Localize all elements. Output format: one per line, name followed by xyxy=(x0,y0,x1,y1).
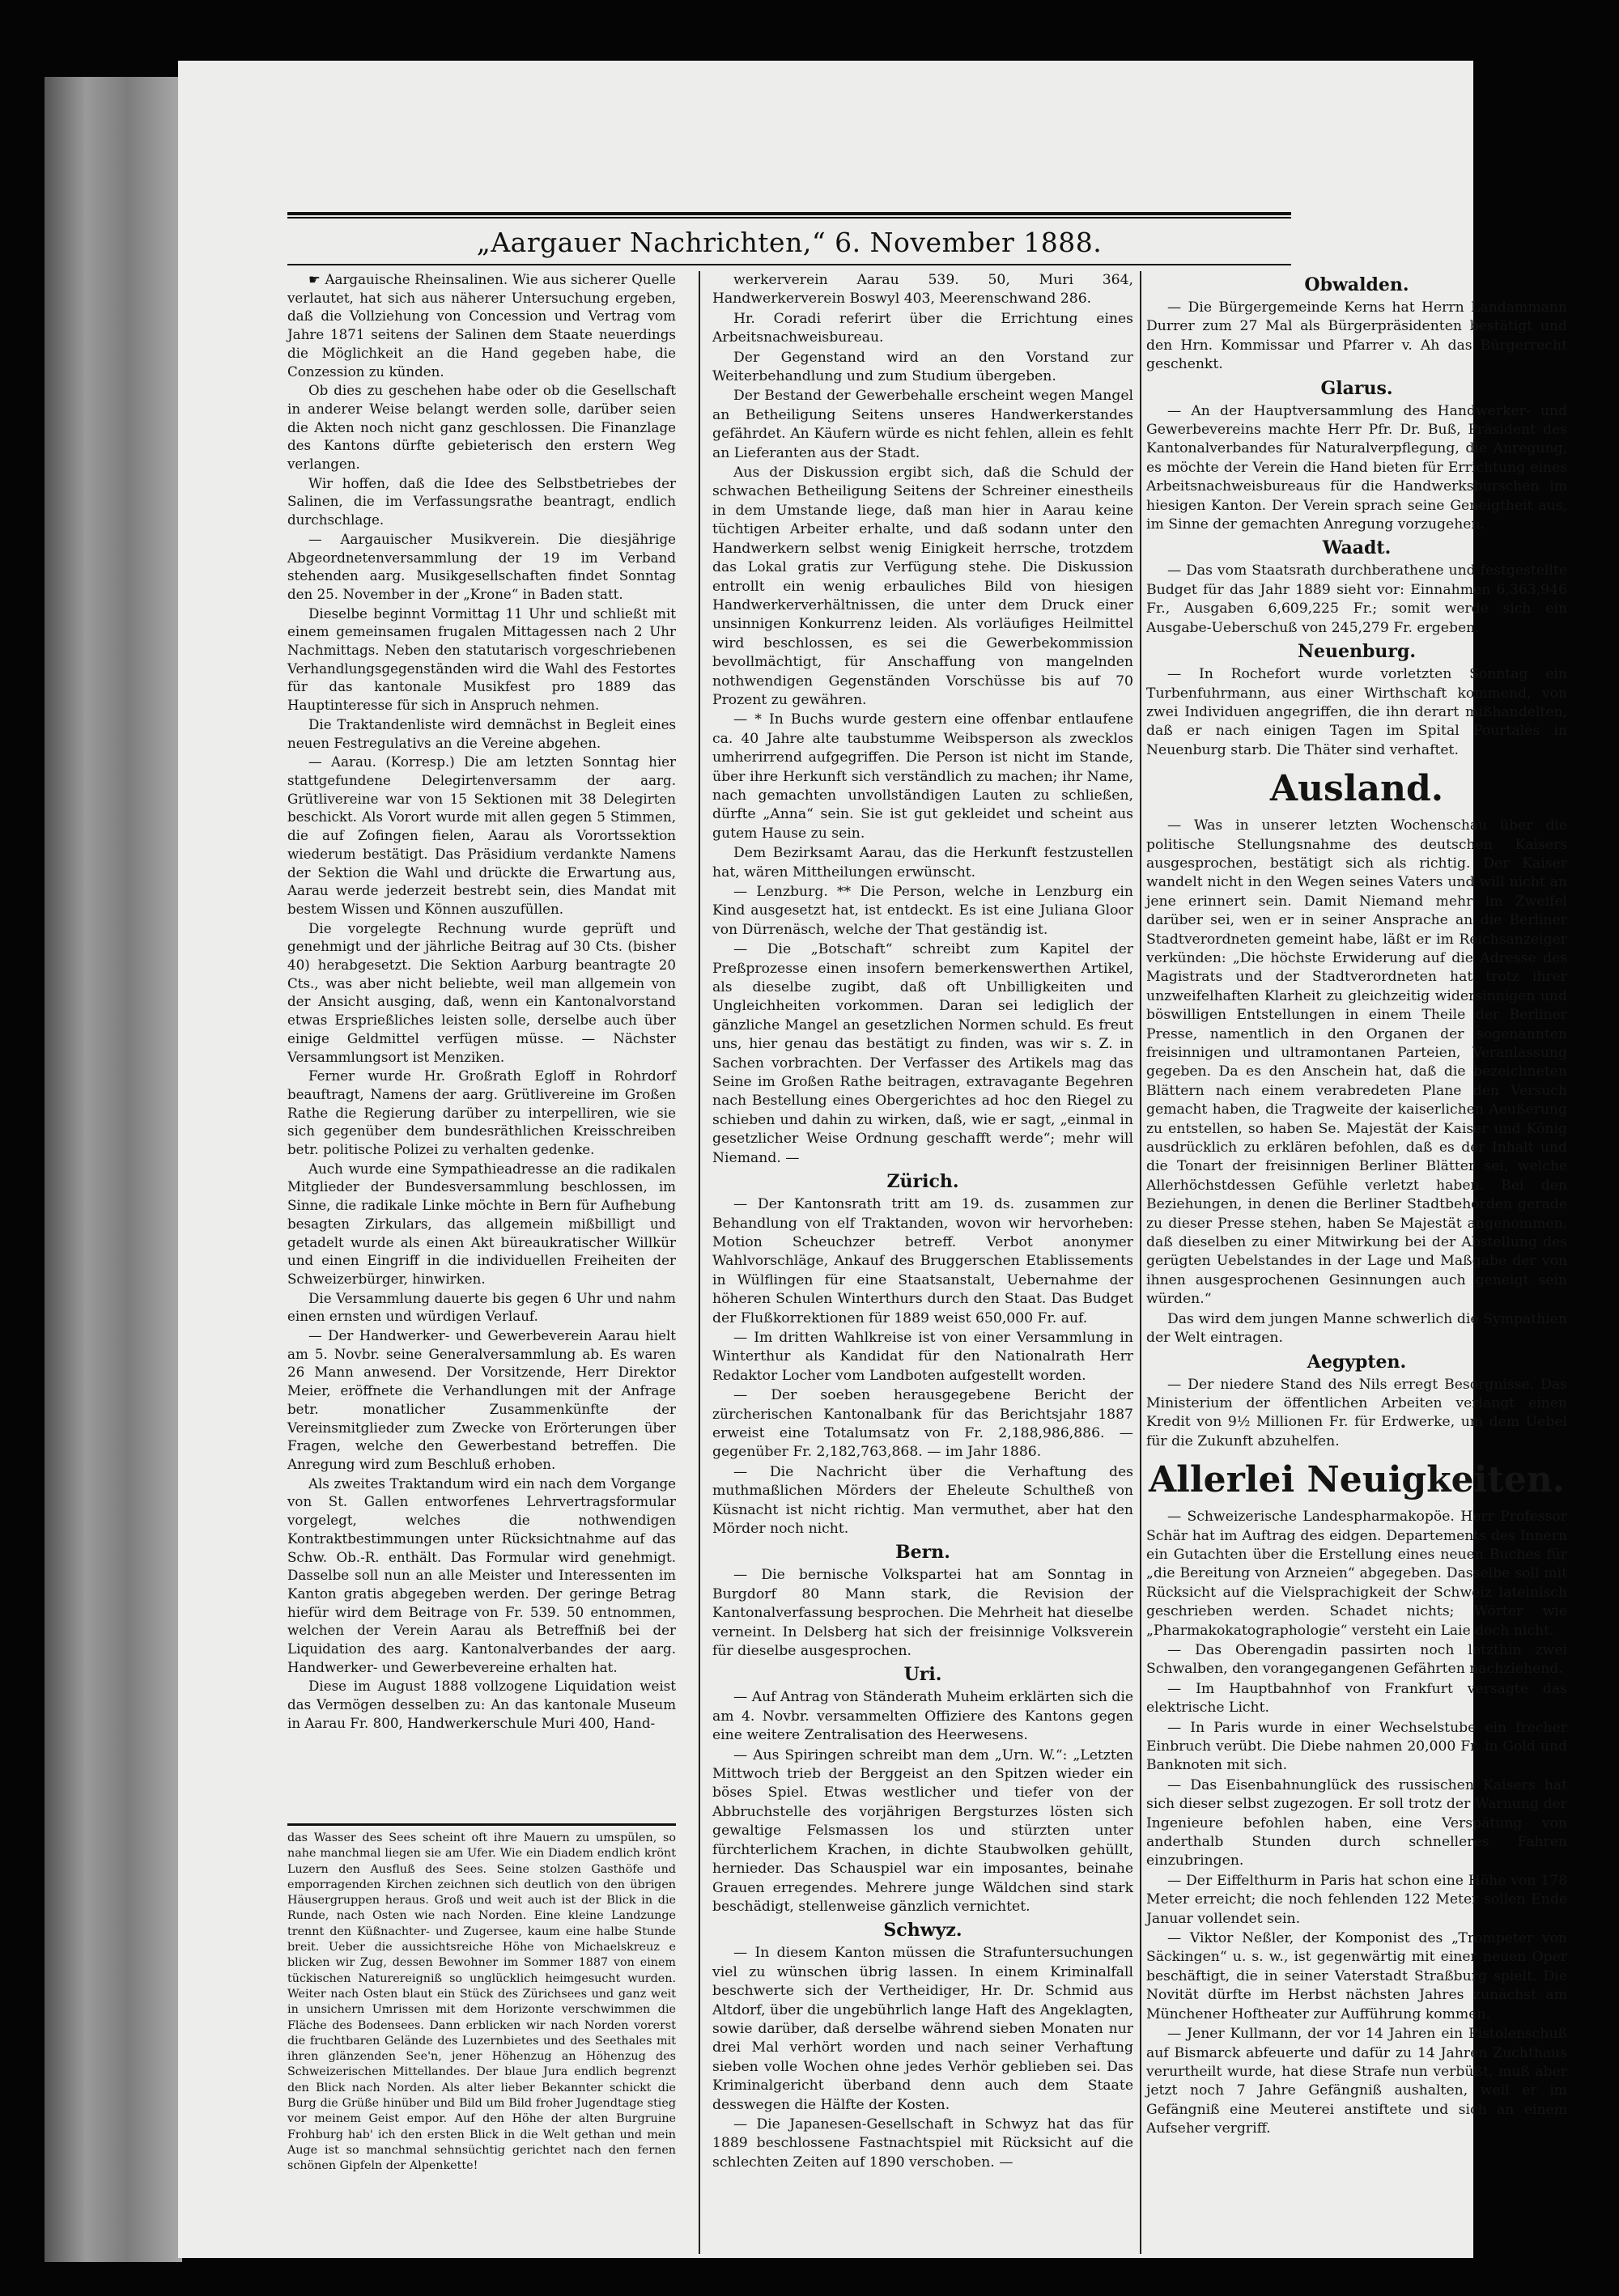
page-stack-edge xyxy=(45,77,182,2262)
article-paragraph: — Das Eisenbahnunglück des russischen Kaisers hat sich dieser selbst zugezogen. Er soll trotz der Warnung der Ingenieure befohlen haben, eine Verspätung von anderthalb Stunden durch schnelleres Fahren einzubringen. xyxy=(1146,1776,1567,1869)
article-paragraph: — Der Kantonsrath tritt am 19. ds. zusammen zur Behandlung von elf Traktanden, wovon wir hervorheben: Motion Scheuchzer betreff. Verbot anonymer Wahlvorschläge, Ankauf des Bruggerschen Etablissements in Wülflingen für eine Staatsanstalt, Uebernahme der höheren Schulen Winterthurs durch den Staat. Das Budget der Flußkorrektionen für 1889 weist 650,000 Fr. auf. xyxy=(712,1196,1133,1326)
article-paragraph: Der Gegenstand wird an den Vorstand zur Weiterbehandlung und zum Studium übergeben. xyxy=(712,349,1133,385)
article-paragraph: — Auf Antrag von Ständerath Muheim erklärten sich die am 4. Novbr. versammelten Offiziere des Kantons gegen eine weitere Zentralisation des Heerwesens. xyxy=(712,1689,1133,1744)
article-paragraph: Ferner wurde Hr. Großrath Egloff in Rohrdorf beauftragt, Namens der aarg. Grütlivereine im Großen Rathe die Regierung darüber zu interpelliren, wie sie sich gegenüber dem bundesräthlichen Kreisschreiben betr. politische Polizei zu verhalten gedenke. xyxy=(287,1068,676,1158)
article-paragraph: Die Versammlung dauerte bis gegen 6 Uhr und nahm einen ernsten und würdigen Verlauf. xyxy=(287,1290,676,1325)
article-paragraph: — Schweizerische Landespharmakopöe. Herr Professor Schär hat im Auftrag des eidgen. Departements des Innern ein Gutachten über die Erstellung eines neuen Buches für „die Bereitung von Arzneien“ abgegeben. Dasselbe soll mit Rücksicht auf die Vielsprachigkeit der Schweiz lateinisch geschrieben werden. Schadet nichts; Wörter wie „Pharmakokatographologie“ versteht ein Laie doch nicht. xyxy=(1146,1509,1567,1639)
section-heading: Aegypten. xyxy=(1307,1351,1407,1373)
article-paragraph: Diese im August 1888 vollzogene Liquidation weist das Vermögen desselben zu: An das kantonale Museum in Aarau Fr. 800, Handwerkerschule Muri 400, Hand- xyxy=(287,1678,676,1731)
section-heading: Neuenburg. xyxy=(1297,641,1417,663)
column-1 xyxy=(287,271,676,1734)
article-paragraph: — Die Japanesen-Gesellschaft in Schwyz hat das für 1889 beschlossene Fastnachtspiel mit Rücksicht auf die schlechten Zeiten auf 1890 verschoben. — xyxy=(712,2116,1133,2171)
section-heading: Zürich. xyxy=(886,1171,959,1193)
column-rule-2 xyxy=(1140,271,1141,2254)
article-paragraph: — Der soeben herausgegebene Bericht der zürcherischen Kantonalbank für das Berichtsjahr 1887 erweist eine Totalumsatz von Fr. 2,188,986,886. — gegenüber Fr. 2,182,763,868. — im Jahr 1886. xyxy=(712,1387,1133,1461)
article-paragraph: werkerverein Aarau 539. 50, Muri 364, Handwerkerverein Boswyl 403, Meerenschwand 286. xyxy=(712,272,1133,308)
article-paragraph: Dem Bezirksamt Aarau, das die Herkunft festzustellen hat, wären Mittheilungen erwünscht. xyxy=(712,845,1133,881)
feuilleton: das Wasser des Sees scheint oft ihre Mauern zu umspülen, so nahe manchmal liegen sie am Ufer. Wie ein Diadem endlich krönt Luzern den Ausfluß des Sees. Seine stolzen Gasthöfe und emporragenden Kirchen zeichnen sich deutlich von den übrigen Häusergruppen heraus. Groß und weit auch ist der Blick in die Runde, nach Osten wie nach Norden. Eine kleine Landzunge trennt den Küßnachter- und Zugersee, kaum eine halbe Stunde breit. Ueber die aussichtsreiche Höhe von Michaelskreuz e blicken wir Zug, dessen Bewohner im Sommer 1887 von einem tückischen Naturereigniß so unglücklich heimgesucht wurden. Weiter nach Osten blaut ein Stück des Zürichsees und ganz weit in unsichern Umrissen mit dem Horizonte verschwimmen die Fläche des Bodensees. Dann erblicken wir nach Norden vorerst die fruchtbaren Gelände des Luzernbietes und des Seethales mit ihren glänzenden See'n, jener Höhenzug an Höhenzug des Schweizerischen Mittellandes. Der blaue Jura endlich begrenzt den Blick nach Norden. Als alter lieber Bekannter schickt die Burg die Grüße hinüber und Bild um Bild froher Jugendtage stieg vor meinem Geist empor. Auf den Höhe der alten Burgruine Frohburg hab' ich den ersten Blick in die Welt gethan und mein Auge ist so manchmal sehnsüchtig gerichtet nach den fernen schönen Gipfeln der Alpenkette! xyxy=(287,1831,676,2173)
section-heading: Ausland. xyxy=(1269,768,1444,810)
article-paragraph: — Der Handwerker- und Gewerbeverein Aarau hielt am 5. Novbr. seine Generalversammlung ab. Es waren 26 Mann anwesend. Der Vorsitzende, Herr Direktor Meier, eröffnete die Verhandlungen mit der Anfrage betr. monatlicher Zusammenkünfte der Vereinsmitglieder zum Zwecke von Erörterungen über Fragen, welche den Gewerbestand betreffen. Die Anregung wird zum Beschluß erhoben. xyxy=(287,1328,676,1472)
article-paragraph: — Das Oberengadin passirten noch letzthin zwei Schwalben, den vorangegangenen Gefährten nachziehend. xyxy=(1146,1641,1567,1678)
article-paragraph: — Lenzburg. ** Die Person, welche in Lenzburg ein Kind ausgesetzt hat, ist entdeckt. Es ist eine Juliana Gloor von Dürrenäsch, welche der That geständig ist. xyxy=(712,884,1133,938)
header-bottom-rule xyxy=(287,264,1291,265)
article-paragraph: — An der Hauptversammlung des Handwerker- und Gewerbevereins machte Herr Pfr. Dr. Buß, Präsident des Kantonalverbandes für Naturalverpflegung, die Anregung, es möchte der Verein die Hand bieten für Errichtung eines Arbeitsnachweisbureaus für die Handwerksburschen im hiesigen Kanton. Der Verein sprach seine Geneigtheit aus, im Sinne der gemachten Anregung vorzugehen. xyxy=(1146,402,1567,533)
article-paragraph: Die vorgelegte Rechnung wurde geprüft und genehmigt und der jährliche Beitrag auf 30 Cts. (bisher 40) herabgesetzt. Die Sektion Aarburg beantragte 20 Cts., was aber nicht beliebte, weil man allgemein von der Ansicht ausging, daß, wenn ein Kantonalvorstand etwas Ersprießliches leisten solle, derselbe auch über einige Geldmittel verfügen müsse. — Nächster Versammlungsort ist Menziken. xyxy=(287,920,676,1065)
article-paragraph: Wir hoffen, daß die Idee des Selbstbetriebes der Salinen, die im Verfassungsrathe beantragt, endlich durchschlage. xyxy=(287,475,676,528)
article-paragraph: — Die „Botschaft“ schreibt zum Kapitel der Preßprozesse einen insofern bemerkenswerthen Artikel, als dieselbe zugibt, daß oft Unbilligkeiten und Ungleichheiten vorkommen. Daran sei lediglich der gänzliche Mangel an gesetzlichen Normen schuld. Es freut uns, hier genau das bestätigt zu finden, was wir s. Z. in Sachen vorbrachten. Der Verfasser des Artikels mag das Seine im Großen Rathe beitragen, extravagante Begehren nach Bestellung eines Obergerichtes ad hoc den Riegel zu schieben und dahin zu wirken, daß, wie er sagt, „einmal in gesetzlicher Weise Ordnung geschafft werde“; mehr will Niemand. — xyxy=(712,941,1133,1166)
section-heading: Allerlei Neuigkeiten. xyxy=(1149,1459,1565,1501)
article-paragraph: — Das vom Staatsrath durchberathene und festgestellte Budget für das Jahr 1889 sieht vor: Einnahmen 6,363,946 Fr., Ausgaben 6,609,225 Fr.; somit werde sich ein Ausgabe-Ueberschuß von 245,279 Fr. ergeben. xyxy=(1146,562,1567,636)
article-paragraph: — Die bernische Volkspartei hat am Sonntag in Burgdorf 80 Mann stark, die Revision der Kantonalverfassung besprochen. Die Mehrheit hat dieselbe verneint. In Delsberg hat sich der freisinnige Volksverein für dieselbe ausgesprochen. xyxy=(712,1567,1133,1660)
feuilleton-rule xyxy=(287,1823,676,1826)
article-paragraph: — Im dritten Wahlkreise ist von einer Versammlung in Winterthur als Kandidat für den Nationalrath Herr Redaktor Locher vom Landboten aufgestellt worden. xyxy=(712,1329,1133,1384)
article-paragraph: — Die Nachricht über die Verhaftung des muthmaßlichen Mörders der Eheleute Schultheß von Küsnacht ist nicht richtig. Man vermuthet, aber hat den Mörder noch nicht. xyxy=(712,1463,1133,1537)
article-paragraph: — In diesem Kanton müssen die Strafuntersuchungen viel zu wünschen übrig lassen. In einem Kriminalfall beschwerte sich der Vertheidiger, Hr. Dr. Schmid aus Altdorf, über die ungebührlich lange Haft des Angeklagten, sowie darüber, daß derselbe während sieben Monaten nur drei Mal verhört worden und nach seiner Verhaftung sieben volle Wochen ohne jedes Verhör geblieben sei. Das Kriminalgericht überband denn auch dem Staate desswegen die Hälfte der Kosten. xyxy=(712,1945,1133,2113)
section-heading: Waadt. xyxy=(1322,537,1392,559)
article-paragraph: — Jener Kullmann, der vor 14 Jahren ein Pistolenschuß auf Bismarck abfeuerte und dafür zu 14 Jahren Zuchthaus verurtheilt wurde, hat diese Strafe nun verbüßt, muß aber jetzt noch 7 Jahre Gefängniß aushalten, weil er im Gefängniß eine Meuterei anstiftete und sich an einem Aufseher vergriff. xyxy=(1146,2026,1567,2137)
article-paragraph: — Der niedere Stand des Nils erregt Besorgnisse. Das Ministerium der öffentlichen Arbeiten verlangt einen Kredit von 9½ Millionen Fr. für Erdwerke, um dem Uebel für die Zukunft abzuhelfen. xyxy=(1146,1376,1567,1449)
article-paragraph: Dieselbe beginnt Vormittag 11 Uhr und schließt mit einem gemeinsamen frugalen Mittagessen nach 2 Uhr Nachmittags. Neben den statutarisch vorgeschriebenen Verhandlungsgegenständen wird die Wahl des Festortes für das kantonale Musikfest pro 1889 das Hauptinteresse für sich in Anspruch nehmen. xyxy=(287,605,676,714)
section-heading: Glarus. xyxy=(1320,377,1393,399)
section-heading: Obwalden. xyxy=(1304,274,1409,295)
article-paragraph: — Was in unserer letzten Wochenschau über die politische Stellungsnahme des deutschen Kaisers ausgesprochen, bestätigt sich als richtig. Der Kaiser wandelt nicht in den Wegen seines Vaters und will nicht an jene erinnert sein. Damit Niemand mehr im Zweifel darüber sei, wen er in seiner Ansprache an die Berliner Stadtverordneten gemeint habe, läßt er im Reichsanzeiger verkünden: „Die höchste Erwiderung auf die Adresse des Magistrats und der Stadtverordneten hat trotz ihrer unzweifelhaften Klarheit zu gleichzeitig widersinnigen und böswilligen Entstellungen in einem Theile der Berliner Presse, namentlich in den Organen der sogenannten freisinnigen und ultramontanen Parteien, Veranlassung gegeben. Da es den Anschein hat, daß die bezeichneten Blättern nach einem verabredeten Plane den Versuch gemacht haben, die Tragweite der kaiserlichen Aeußerung zu entstellen, so haben Se. Majestät der Kaiser und König ausdrücklich zu erklären befohlen, daß es der Inhalt und die Tonart der freisinnigen Berliner Blätter sei, welche Allerhöchstdessen Gefühle verletzt haben. Bei den Beziehungen, in denen die Berliner Stadtbehörden gerade zu dieser Presse stehen, haben Se Majestät angenommen, daß dieselben zu einer Mitwirkung bei der Abstellung des gerügten Uebelstandes in der Lage und Maßgabe der von ihnen ausgesprochenen Gesinnungen auch geneigt sein würden.“ xyxy=(1146,817,1567,1308)
section-heading: Bern. xyxy=(895,1542,950,1564)
article-paragraph: ☛ Aargauische Rheinsalinen. Wie aus sicherer Quelle verlautet, hat sich aus näherer Untersuchung ergeben, daß die Vollziehung von Concession und Vertrag vom Jahre 1871 seitens der Salinen dem Staate neuerdings die Möglichkeit an die Hand gegeben habe, die Conzession zu künden. xyxy=(287,272,676,380)
header-top-rule-thin xyxy=(287,217,1291,219)
article-paragraph: Ob dies zu geschehen habe oder ob die Gesellschaft in anderer Weise belangt werden solle, darüber seien die Akten noch nicht ganz geschlossen. Die Finanzlage des Kantons dürfte gebieterisch den erstern Weg verlangen. xyxy=(287,383,676,473)
article-paragraph: Aus der Diskussion ergibt sich, daß die Schuld der schwachen Betheiligung Seitens der Schreiner einestheils in dem Umstande liege, daß man hier in Aarau keine tüchtigen Arbeiter erhalte, und daß sodann unter den Handwerkern selbst wenig Einigkeit herrsche, trotzdem das Lokal gratis zur Verfügung stehe. Die Diskussion entrollt ein wenig erbauliches Bild von hiesigen Handwerkerverhältnissen, die unter dem Druck einer unsinnigen Konkurrenz leiden. Als vorläufiges Heilmittel wird beschlossen, es sei die Gewerbekommission bevollmächtigt, für Anschaffung von mangelnden nothwendigen Gegenständen Vorschüsse bis auf 70 Prozent zu gewähren. xyxy=(712,465,1133,708)
article-paragraph: — * In Buchs wurde gestern eine offenbar entlaufene ca. 40 Jahre alte taubstumme Weibsperson als zwecklos umherirrend aufgegriffen. Die Person ist nicht im Stande, über ihre Herkunft sich verständlich zu machen; ihr Name, nach gemachten unvollständigen Lauten zu schließen, dürfte „Anna“ sein. Sie ist gut gekleidet und scheint aus gutem Hause zu sein. xyxy=(712,711,1133,842)
column-2 xyxy=(712,271,1133,2173)
article-paragraph: — Aarau. (Korresp.) Die am letzten Sonntag hier stattgefundene Delegirtenversamm der aarg. Grütlivereine war von 15 Sektionen mit 38 Delegirten beschickt. Als Vorort wurde mit allen gegen 5 Stimmen, die auf Zofingen fielen, Aarau als Vorortssektion wiederum bestätigt. Das Präsidium verdankte Namens der Sektion die Wahl und drückte die Erwartung aus, Aarau werde jederzeit bestrebt sein, dies Mandat mit bestem Wissen und Können auszufüllen. xyxy=(287,754,676,917)
section-heading: Schwyz. xyxy=(883,1920,962,1942)
section-heading: Uri. xyxy=(903,1664,942,1686)
article-paragraph: — Der Eiffelthurm in Paris hat schon eine Höhe von 178 Meter erreicht; die noch fehlenden 122 Meter sollen Ende Januar vollendet sein. xyxy=(1146,1872,1567,1927)
article-paragraph: — In Paris wurde in einer Wechselstube ein frecher Einbruch verübt. Die Diebe nahmen 20,000 Fr. in Gold und Banknoten mit sich. xyxy=(1146,1719,1567,1774)
article-paragraph: Als zweites Traktandum wird ein nach dem Vorgange von St. Gallen entworfenes Lehrvertragsformular vorgelegt, welches die nothwendigen Kontraktbestimmungen unter Rücksichtnahme auf das Schw. Ob.-R. enthält. Das Formular wird genehmigt. Dasselbe soll nun an alle Meister und Interessenten im Kanton gratis abgegeben werden. Der geringe Betrag hiefür wird dem Beitrage von Fr. 539. 50 entnommen, welchen der Verein Aarau als Betreffniß bei der Liquidation des aarg. Kantonalverbandes der aarg. Handwerker- und Gewerbevereine erhalten hat. xyxy=(287,1475,676,1675)
article-paragraph: Das wird dem jungen Manne schwerlich die Sympathien der Welt eintragen. xyxy=(1146,1310,1567,1347)
article-paragraph: — Aargauischer Musikverein. Die diesjährige Abgeordnetenversammlung der 19 im Verband stehenden aarg. Musikgesellschaften findet Sonntag den 25. November in der „Krone“ in Baden statt. xyxy=(287,531,676,602)
header-top-rule xyxy=(287,212,1291,215)
article-paragraph: — In Rochefort wurde vorletzten Sonntag ein Turbenfuhrmann, aus einer Wirthschaft kommend, von zwei Individuen angegriffen, die ihn derart mißhandelten, daß er nach einigen Tagen im Spital Pourtalès in Neuenburg starb. Die Thäter sind verhaftet. xyxy=(1146,666,1567,758)
article-paragraph: — Im Hauptbahnhof von Frankfurt versagte das elektrische Licht. xyxy=(1146,1680,1567,1717)
column-3 xyxy=(1146,271,1567,2140)
article-paragraph: Der Bestand der Gewerbehalle erscheint wegen Mangel an Betheiligung Seitens unseres Handwerkerstandes gefährdet. An Käufern würde es nicht fehlen, allein es fehlt an Lieferanten aus der Stadt. xyxy=(712,388,1133,461)
article-paragraph: Die Traktandenliste wird demnächst in Begleit eines neuen Festregulativs an die Vereine abgehen. xyxy=(287,716,676,751)
article-paragraph: — Viktor Neßler, der Komponist des „Trompeter von Säckingen“ u. s. w., ist gegenwärtig mit einer neuen Oper beschäftigt, die in seiner Vaterstadt Straßburg spielt. Die Novität dürfte im Herbst nächsten Jahres zunächst am Münchener Hoftheater zur Aufführung kommen. xyxy=(1146,1930,1567,2022)
article-paragraph: — Aus Spiringen schreibt man dem „Urn. W.“: „Letzten Mittwoch trieb der Berggeist an den Spitzen wieder ein böses Spiel. Etwas westlicher und tiefer von der Abbruchstelle des vorjährigen Bergsturzes lösten sich gewaltige Felsmassen los und stürzten unter fürchterlichem Krachen, in dichte Staubwolken gehüllt, hernieder. Das Schauspiel war ein imposantes, beinahe Grauen erregendes. Mehrere junge Wäldchen sind stark beschädigt, stellenweise gänzlich vernichtet. xyxy=(712,1746,1133,1915)
article-paragraph: Auch wurde eine Sympathieadresse an die radikalen Mitglieder der Bundesversammlung beschlossen, im Sinne, die radikale Linke möchte in Bern für Aufhebung besagten Zirkulars, das allgemein mißbilligt und getadelt wurde als einen Akt büreaukratischer Willkür und einen Eingriff in die individuellen Freiheiten der Schweizerbürger, hinwirken. xyxy=(287,1161,676,1287)
article-paragraph: Hr. Coradi referirt über die Errichtung eines Arbeitsnachweisbureau. xyxy=(712,310,1133,346)
column-rule-1 xyxy=(699,271,700,2254)
article-paragraph: — Die Bürgergemeinde Kerns hat Herrn Landammann Durrer zum 27 Mal als Bürgerpräsidenten bestätigt und den Hrn. Kommissar und Pfarrer v. Ah das Bürgerrecht geschenkt. xyxy=(1146,299,1567,373)
page-header: „Aargauer Nachrichten,“ 6. November 1888. xyxy=(476,227,1103,258)
